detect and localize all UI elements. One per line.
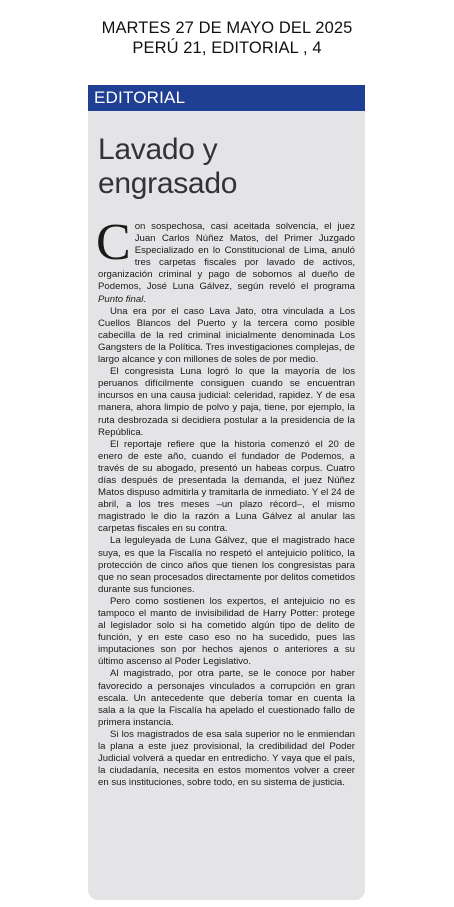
- paragraph-3: El congresista Luna logró lo que la mayoría de los peruanos difícilmente consiguen cuando se encuentran incursos en una causa judicial: celeridad, rapidez. Y de esa manera, ahora limpio de polvo y paja, tiene, por ejemplo, la ruta desbrozada si decidiera postular a la presidencia de la República.: [98, 366, 355, 438]
- title-line-2: engrasado: [98, 167, 238, 200]
- paragraph-7: Al magistrado, por otra parte, se le conoce por haber favorecido a personajes vinculados a corrupción en gran escala. Un antecedente que debería tomar en cuenta la sala a la que la Fiscalía ha apelado el cuestionado fallo de primera instancia.: [98, 668, 355, 728]
- article-body: [96, 214, 355, 789]
- paragraph-2: Una era por el caso Lava Jato, otra vinculada a Los Cuellos Blancos del Puerto y la tercera como posible cabecilla de la red criminal inicialmente denominada Los Gangsters de la Política. Tres investigaciones complejas, de largo alcance y con millones de soles de por medio.: [98, 305, 355, 366]
- section-bar: [88, 85, 365, 111]
- paragraph-4: El reportaje refiere que la historia comenzó el 20 de enero de este año, cuando el fundador de Podemos, a través de su abogado, presentó un habeas corpus. Cuatro días después de presentada la demanda, el juez Núñez Matos dispuso admitirla y tramitarla de inmediato. Y el 24 de abril, a los tres meses –un plazo récord–, el mismo magistrado le dio la razón a Luna Gálvez al anular las carpetas fiscales en su contra.: [98, 438, 355, 535]
- editorial-card: [88, 85, 365, 900]
- paragraph-8: Si los magistrados de esa sala superior no le enmiendan la plana a este juez provisional, la credibilidad del Poder Judicial volverá a quedar en entredicho. Y vaya que el país, la ciudadanía, necesita en estos momentos volver a creer en sus instituciones, sobre todo, en su sistema de justicia.: [98, 728, 355, 789]
- section-label: EDITORIAL: [94, 88, 186, 107]
- article-title: [98, 133, 365, 201]
- drop-cap: C: [96, 214, 131, 271]
- page-header: [0, 18, 454, 58]
- program-name: Punto final: [98, 293, 144, 305]
- date-line: MARTES 27 DE MAYO DEL 2025: [101, 19, 353, 37]
- paragraph-1-end: .: [143, 293, 147, 305]
- paragraph-1: [96, 214, 355, 306]
- paragraph-1-text: on sospechosa, casi aceitada solvencia, el juez Juan Carlos Núñez Matos, del Primer Juzgado Especializado en lo Constitucional de Lima, anuló tres carpetas fiscales por lavado de activos, organización criminal y pago de sobornos al dueño de Podemos, José Luna Gálvez, según reveló el programa: [98, 221, 355, 293]
- title-line-1: Lavado y: [98, 133, 218, 166]
- paragraph-6: Pero como sostienen los expertos, el antejuicio no es tampoco el manto de invisibilidad de Harry Potter: protege al legislador solo si ha cometido algún tipo de delito de función, y en este caso eso no ha sucedido, pues las imputaciones son por hechos ajenos o anteriores a su último ascenso al Poder Legislativo.: [98, 595, 355, 668]
- paragraph-5: La leguleyada de Luna Gálvez, que el magistrado hace suya, es que la Fiscalía no respetó el antejuicio político, la protección de cinco años que tienen los congresistas para que no sean procesados directamente por delitos cometidos durante sus funciones.: [98, 535, 355, 595]
- source-line: PERÚ 21, EDITORIAL , 4: [132, 39, 322, 57]
